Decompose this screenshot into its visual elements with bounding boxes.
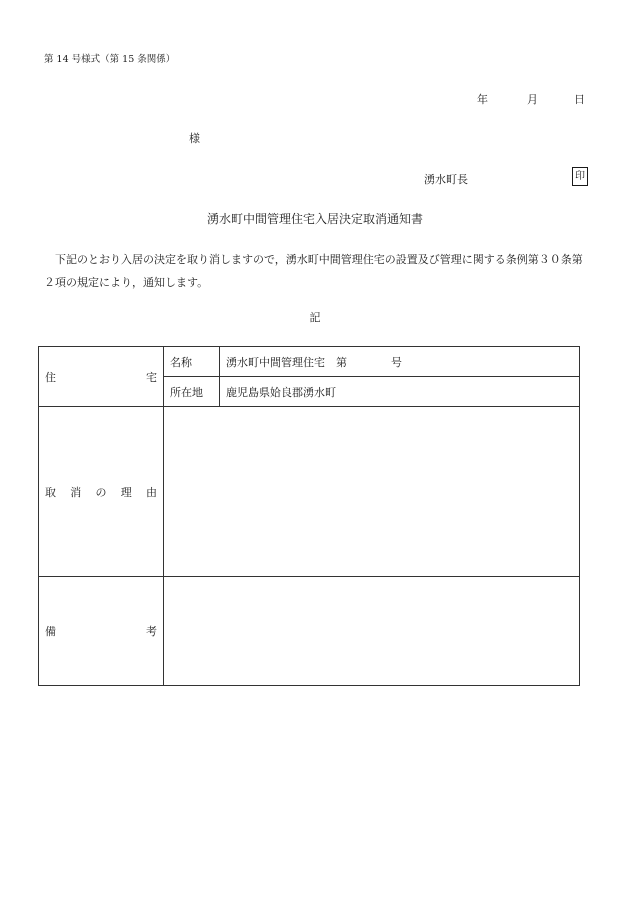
reason-label-char-5: 由 — [146, 485, 157, 499]
location-label: 所在地 — [164, 377, 220, 407]
remarks-label-char-2: 考 — [146, 625, 157, 638]
remarks-label-cell — [39, 577, 164, 686]
form-number: 第 14 号様式（第 15 条関係） — [44, 54, 176, 65]
table-row-remarks — [39, 577, 580, 686]
location-value: 鹿児島県姶良郡湧水町 — [220, 377, 580, 407]
table-row-reason — [39, 407, 580, 577]
housing-label-cell — [39, 347, 164, 407]
seal-mark: 印 — [572, 167, 588, 186]
reason-label-char-2: 消 — [70, 485, 82, 499]
table-row-housing-name — [39, 347, 580, 377]
reason-label — [45, 484, 157, 500]
name-label: 名称 — [164, 347, 220, 377]
housing-label-char-1: 住 — [45, 370, 56, 384]
notice-body-text: 下記のとおり入居の決定を取り消しますので，湧水町中間管理住宅の設置及び管理に関する条例第３０条第２項の規定により，通知します。 — [44, 253, 583, 289]
date-month: 月 — [527, 93, 538, 106]
addressee-suffix: 様 — [189, 132, 200, 145]
date-day: 日 — [574, 93, 585, 106]
reason-label-cell — [39, 407, 164, 577]
remarks-label — [45, 623, 157, 639]
notice-body — [44, 248, 589, 294]
name-value: 湧水町中間管理住宅 第 号 — [220, 347, 580, 377]
reason-label-char-1: 取 — [45, 485, 56, 499]
document-title: 湧水町中間管理住宅入居決定取消通知書 — [206, 212, 423, 226]
reason-label-char-3: の — [95, 485, 107, 499]
notice-table — [38, 346, 580, 686]
housing-label-char-2: 宅 — [146, 370, 157, 384]
reason-label-char-4: 理 — [120, 485, 132, 499]
date-year: 年 — [477, 93, 488, 106]
housing-label — [45, 369, 157, 385]
remarks-label-char-1: 備 — [45, 625, 56, 638]
sender-name: 湧水町長 — [424, 173, 468, 186]
reason-value[interactable] — [164, 407, 580, 577]
remarks-value[interactable] — [164, 577, 580, 686]
ki-heading: 記 — [309, 311, 321, 324]
